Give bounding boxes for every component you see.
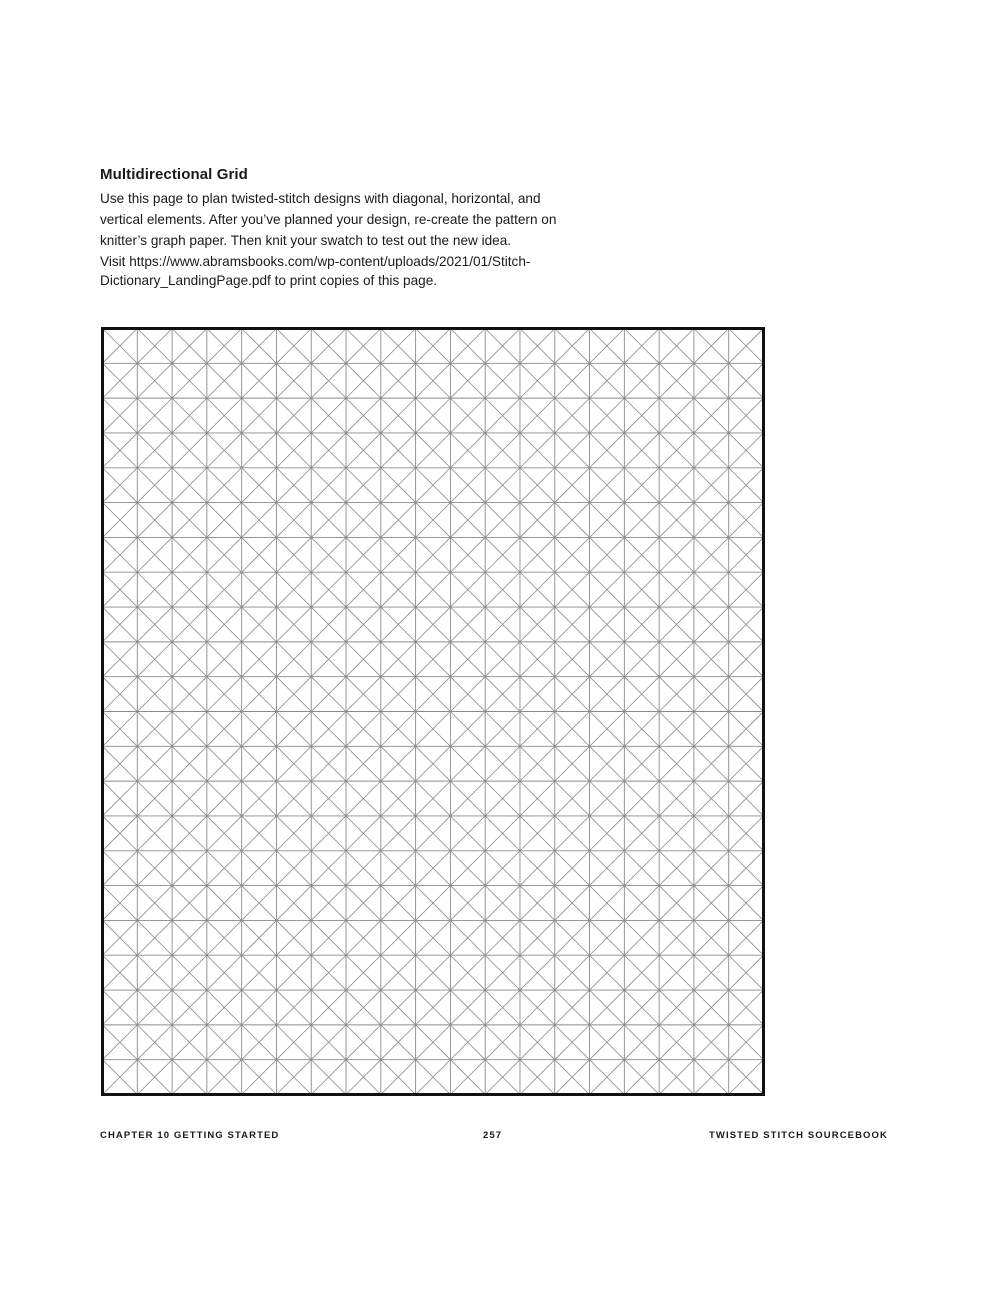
footer-book-title: TWISTED STITCH SOURCEBOOK — [709, 1130, 888, 1141]
intro-line: knitter’s graph paper. Then knit your swatch to test out the new idea. — [100, 233, 512, 248]
visit-line: Dictionary_LandingPage.pdf to print copies of this page. — [100, 273, 438, 288]
footer-page-number: 257 — [483, 1130, 503, 1141]
visit-paragraph — [100, 252, 640, 290]
footer-chapter: CHAPTER 10 GETTING STARTED — [100, 1130, 280, 1141]
intro-line: Use this page to plan twisted-stitch designs with diagonal, horizontal, and — [100, 191, 541, 206]
multidirectional-grid — [101, 327, 765, 1096]
page-title: Multidirectional Grid — [100, 166, 248, 183]
intro-paragraph — [100, 188, 640, 251]
intro-line: vertical elements. After you’ve planned your design, re-create the pattern on — [100, 212, 557, 227]
grid-canvas — [101, 327, 765, 1096]
visit-line: Visit https://www.abramsbooks.com/wp-content/uploads/2021/01/Stitch- — [100, 254, 531, 269]
